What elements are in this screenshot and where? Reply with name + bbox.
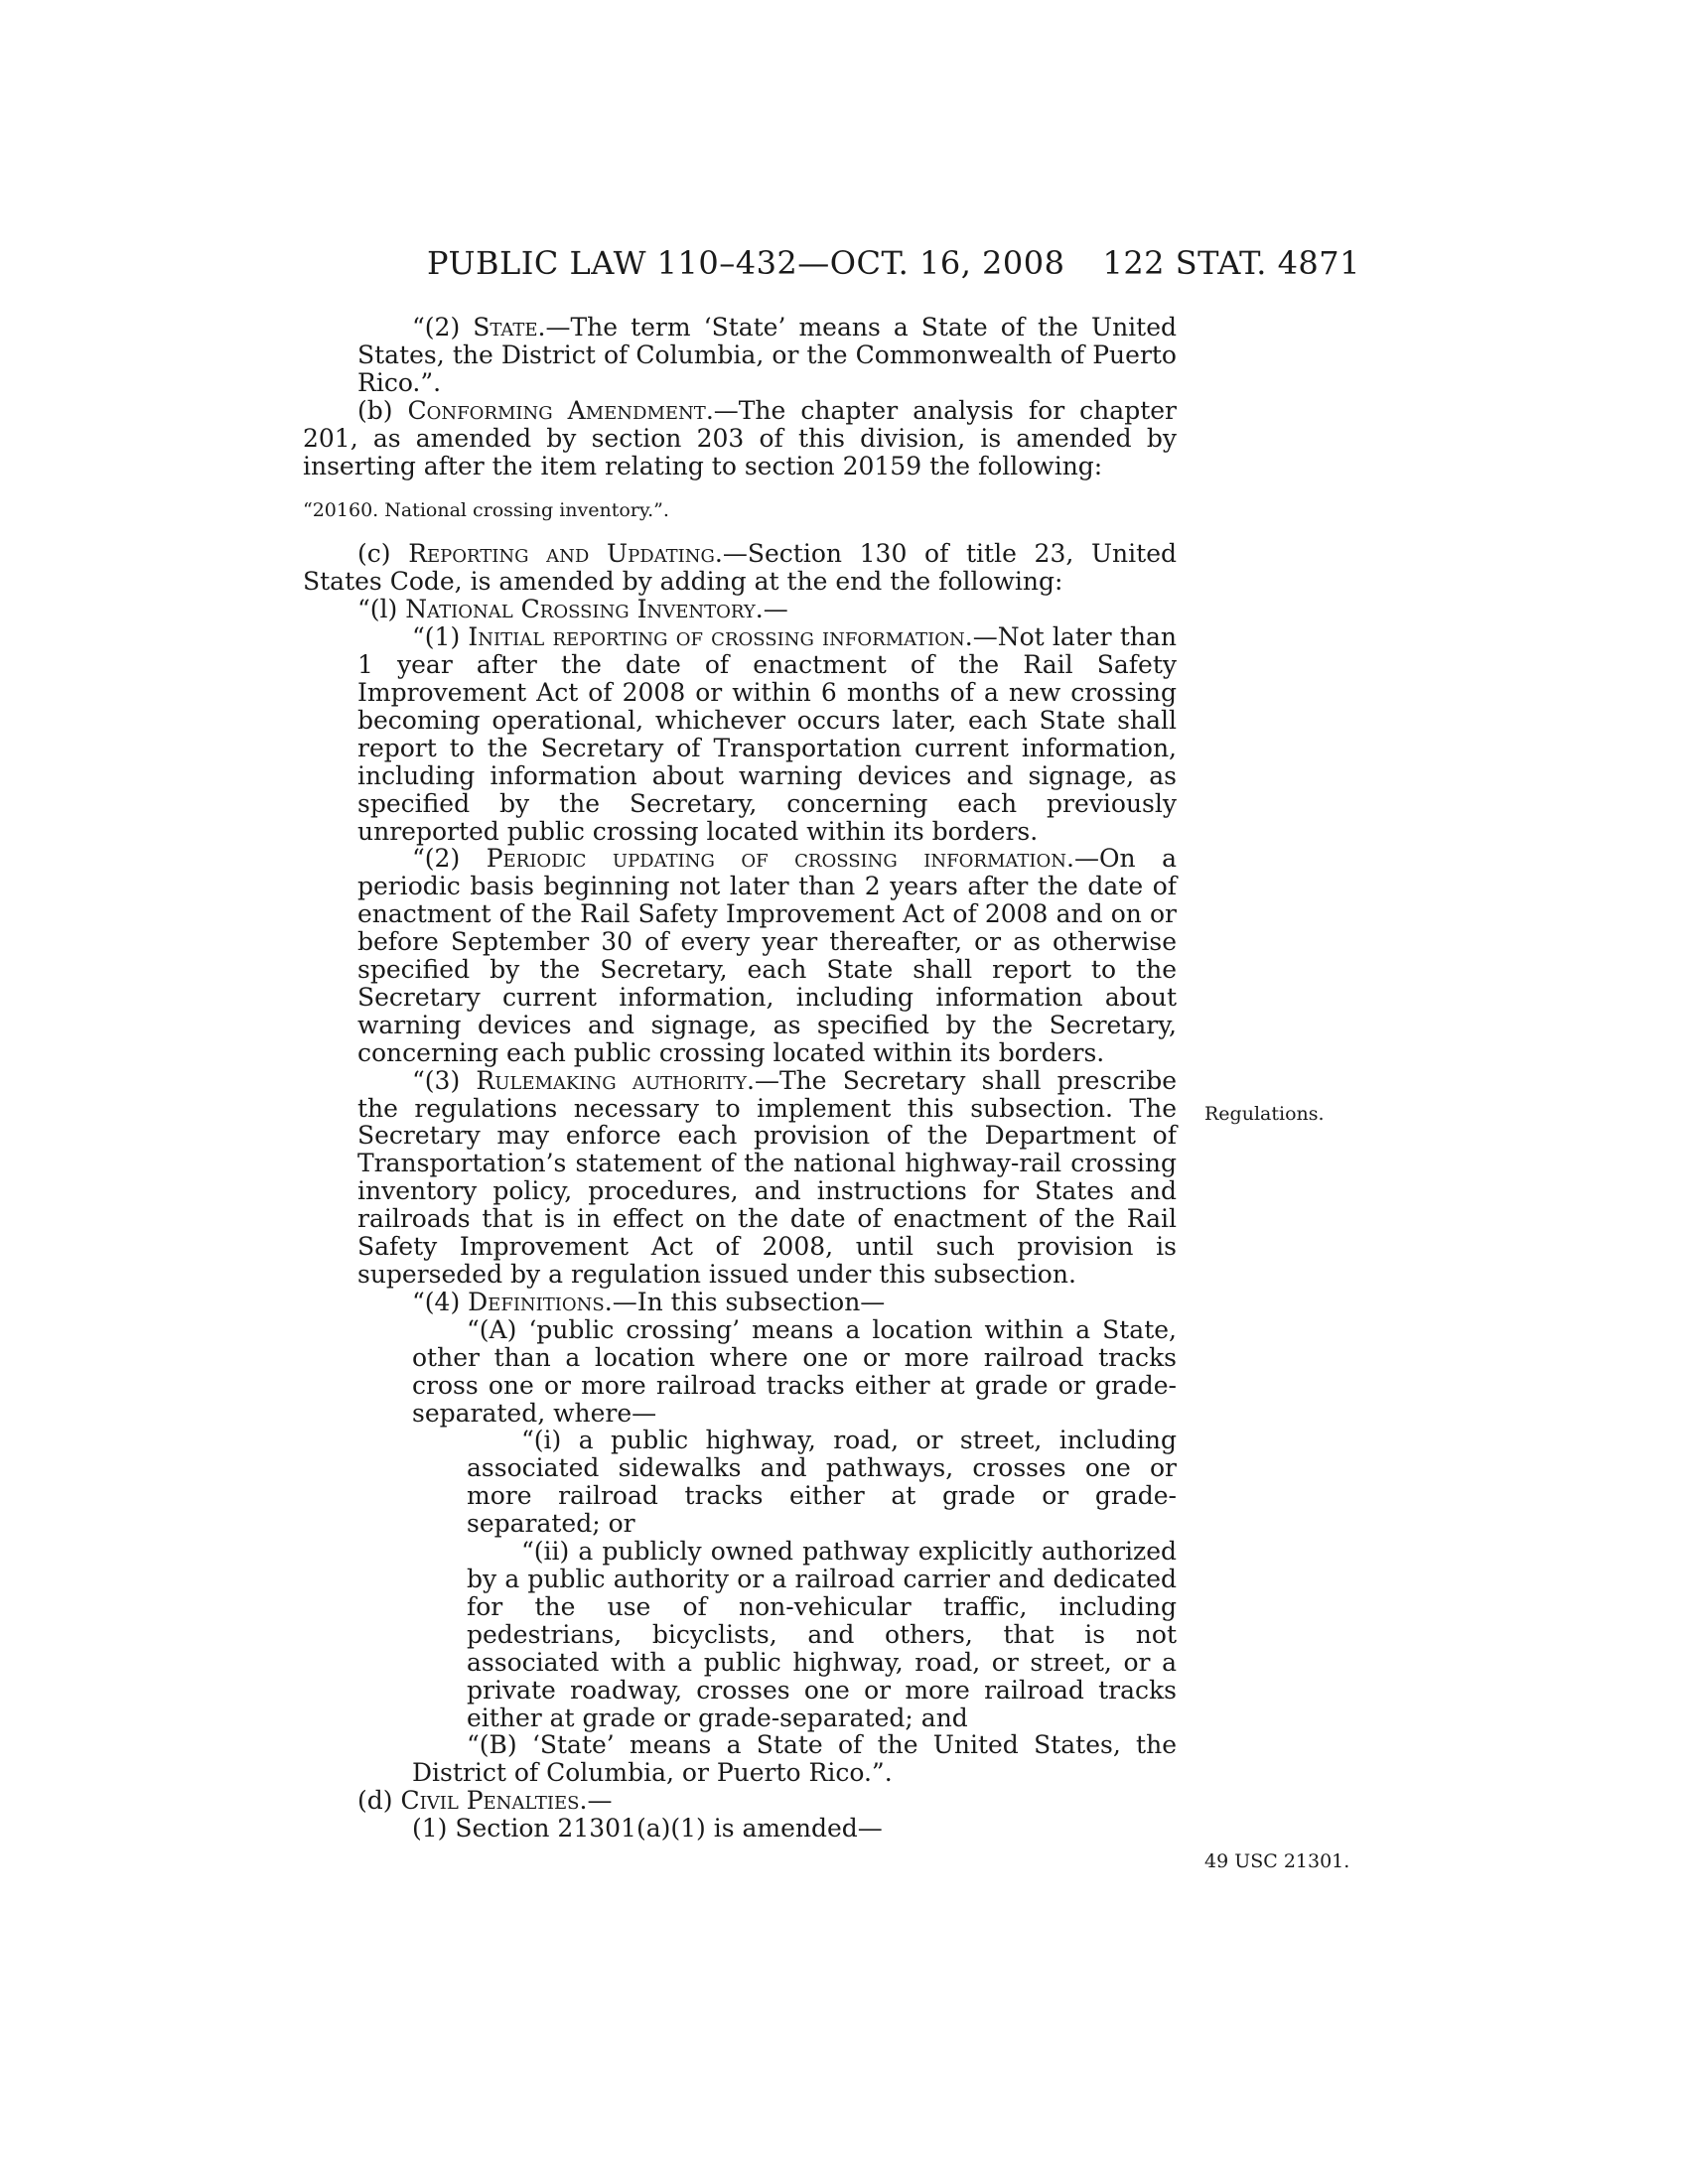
margin-note-regulations: Regulations.	[1204, 1103, 1325, 1125]
paragraph-state-definition: “(2) State.—The term ‘State’ means a State of the United States, the District of Columbia, or the Commonwealth of Puerto Rico.”.	[357, 313, 1178, 397]
margin-note-usc-citation: 49 USC 21301.	[1204, 1850, 1350, 1872]
definition-public-crossing: “(A) ‘public crossing’ means a location within a State, other than a location where one or more railroad tracks cross one or more railroad tracks either at grade or grade-separated, where—	[412, 1314, 1177, 1428]
running-header	[427, 238, 1360, 288]
paragraph-heading: Periodic updating of crossing information	[486, 844, 1067, 874]
paragraph-definitions: “(4) Definitions.—In this subsection—	[412, 1287, 886, 1316]
clause-publicly-owned-pathway: “(ii) a publicly owned pathway explicitly authorized by a public authority or a railroad carrier and dedicated for the use of non-vehicular traffic, including pedestrians, bicyclists, and others, that is not associated with a public highway, road, or street, or a private roadway, crosses one or more railroad tracks either at grade or grade-separated; and	[467, 1537, 1177, 1732]
paragraph-heading: State	[473, 313, 538, 341]
statute-page-number: 122 STAT. 4871	[1102, 244, 1360, 282]
paragraph-section-21301: (1) Section 21301(a)(1) is amended—	[412, 1814, 883, 1843]
clause-public-highway: “(i) a public highway, road, or street, including associated sidewalks and pathways, crosses one or more railroad tracks either at grade or grade-separated; or	[467, 1426, 1177, 1539]
paragraph-reporting-and-updating: (c) Reporting and Updating.—Section 130 of title 23, United States Code, is amended by adding at the end the following:	[303, 539, 1177, 597]
paragraph-heading: Definitions	[468, 1287, 605, 1316]
paragraph-initial-reporting: “(1) Initial reporting of crossing information.—Not later than 1 year after the date of enactment of the Rail Safety Improvement Act of 2008 or within 6 months of a new crossing becoming operational, whichever occurs later, each State shall report to the Secretary of Transportation current information, including information about warning devices and signage, as specified by the Secretary, concerning each previously unreported public crossing located within its borders.	[357, 622, 1178, 846]
paragraph-heading: Initial reporting of crossing information	[468, 622, 965, 652]
paragraph-heading: Reporting and Updating	[408, 539, 715, 569]
subsection-national-crossing-inventory: “(l) National Crossing Inventory.—	[357, 595, 788, 624]
statute-body	[303, 314, 1177, 1843]
paragraph-heading: National Crossing Inventory	[405, 595, 756, 624]
paragraph-periodic-updating: “(2) Periodic updating of crossing information.—On a periodic basis beginning not later than 2 years after the date of enactment of the Rail Safety Improvement Act of 2008 and on or before September 30 of every year thereafter, or as otherwise specified by the Secretary, each State shall report to the Secretary current information, including information about warning devices and signage, as specified by the Secretary, concerning each public crossing located within its borders.	[357, 844, 1177, 1067]
chapter-analysis-item: “20160. National crossing inventory.”.	[303, 499, 669, 522]
paragraph-civil-penalties: (d) Civil Penalties.—	[357, 1786, 613, 1816]
definition-state: “(B) ‘State’ means a State of the United States, the District of Columbia, or Puerto Rico.”.	[412, 1730, 1177, 1788]
paragraph-heading: Conforming Amendment	[407, 395, 706, 425]
paragraph-rulemaking-authority: “(3) Rulemaking authority.—The Secretary shall prescribe the regulations necessary to implement this subsection. The Secretary may enforce each provision of the Department of Transportation’s statement of the national highway-rail crossing inventory policy, procedures, and instructions for States and railroads that is in effect on the date of enactment of the Rail Safety Improvement Act of 2008, until such provision is superseded by a regulation issued under this subsection.	[357, 1065, 1177, 1289]
paragraph-heading: Rulemaking authority	[476, 1065, 747, 1095]
public-law-title: PUBLIC LAW 110–432—OCT. 16, 2008	[427, 244, 1065, 282]
paragraph-conforming-amendment: (b) Conforming Amendment.—The chapter analysis for chapter 201, as amended by section 203 of this division, is amended by inserting after the item relating to section 20159 the following:	[303, 395, 1177, 480]
paragraph-heading: Civil Penalties	[400, 1786, 580, 1816]
